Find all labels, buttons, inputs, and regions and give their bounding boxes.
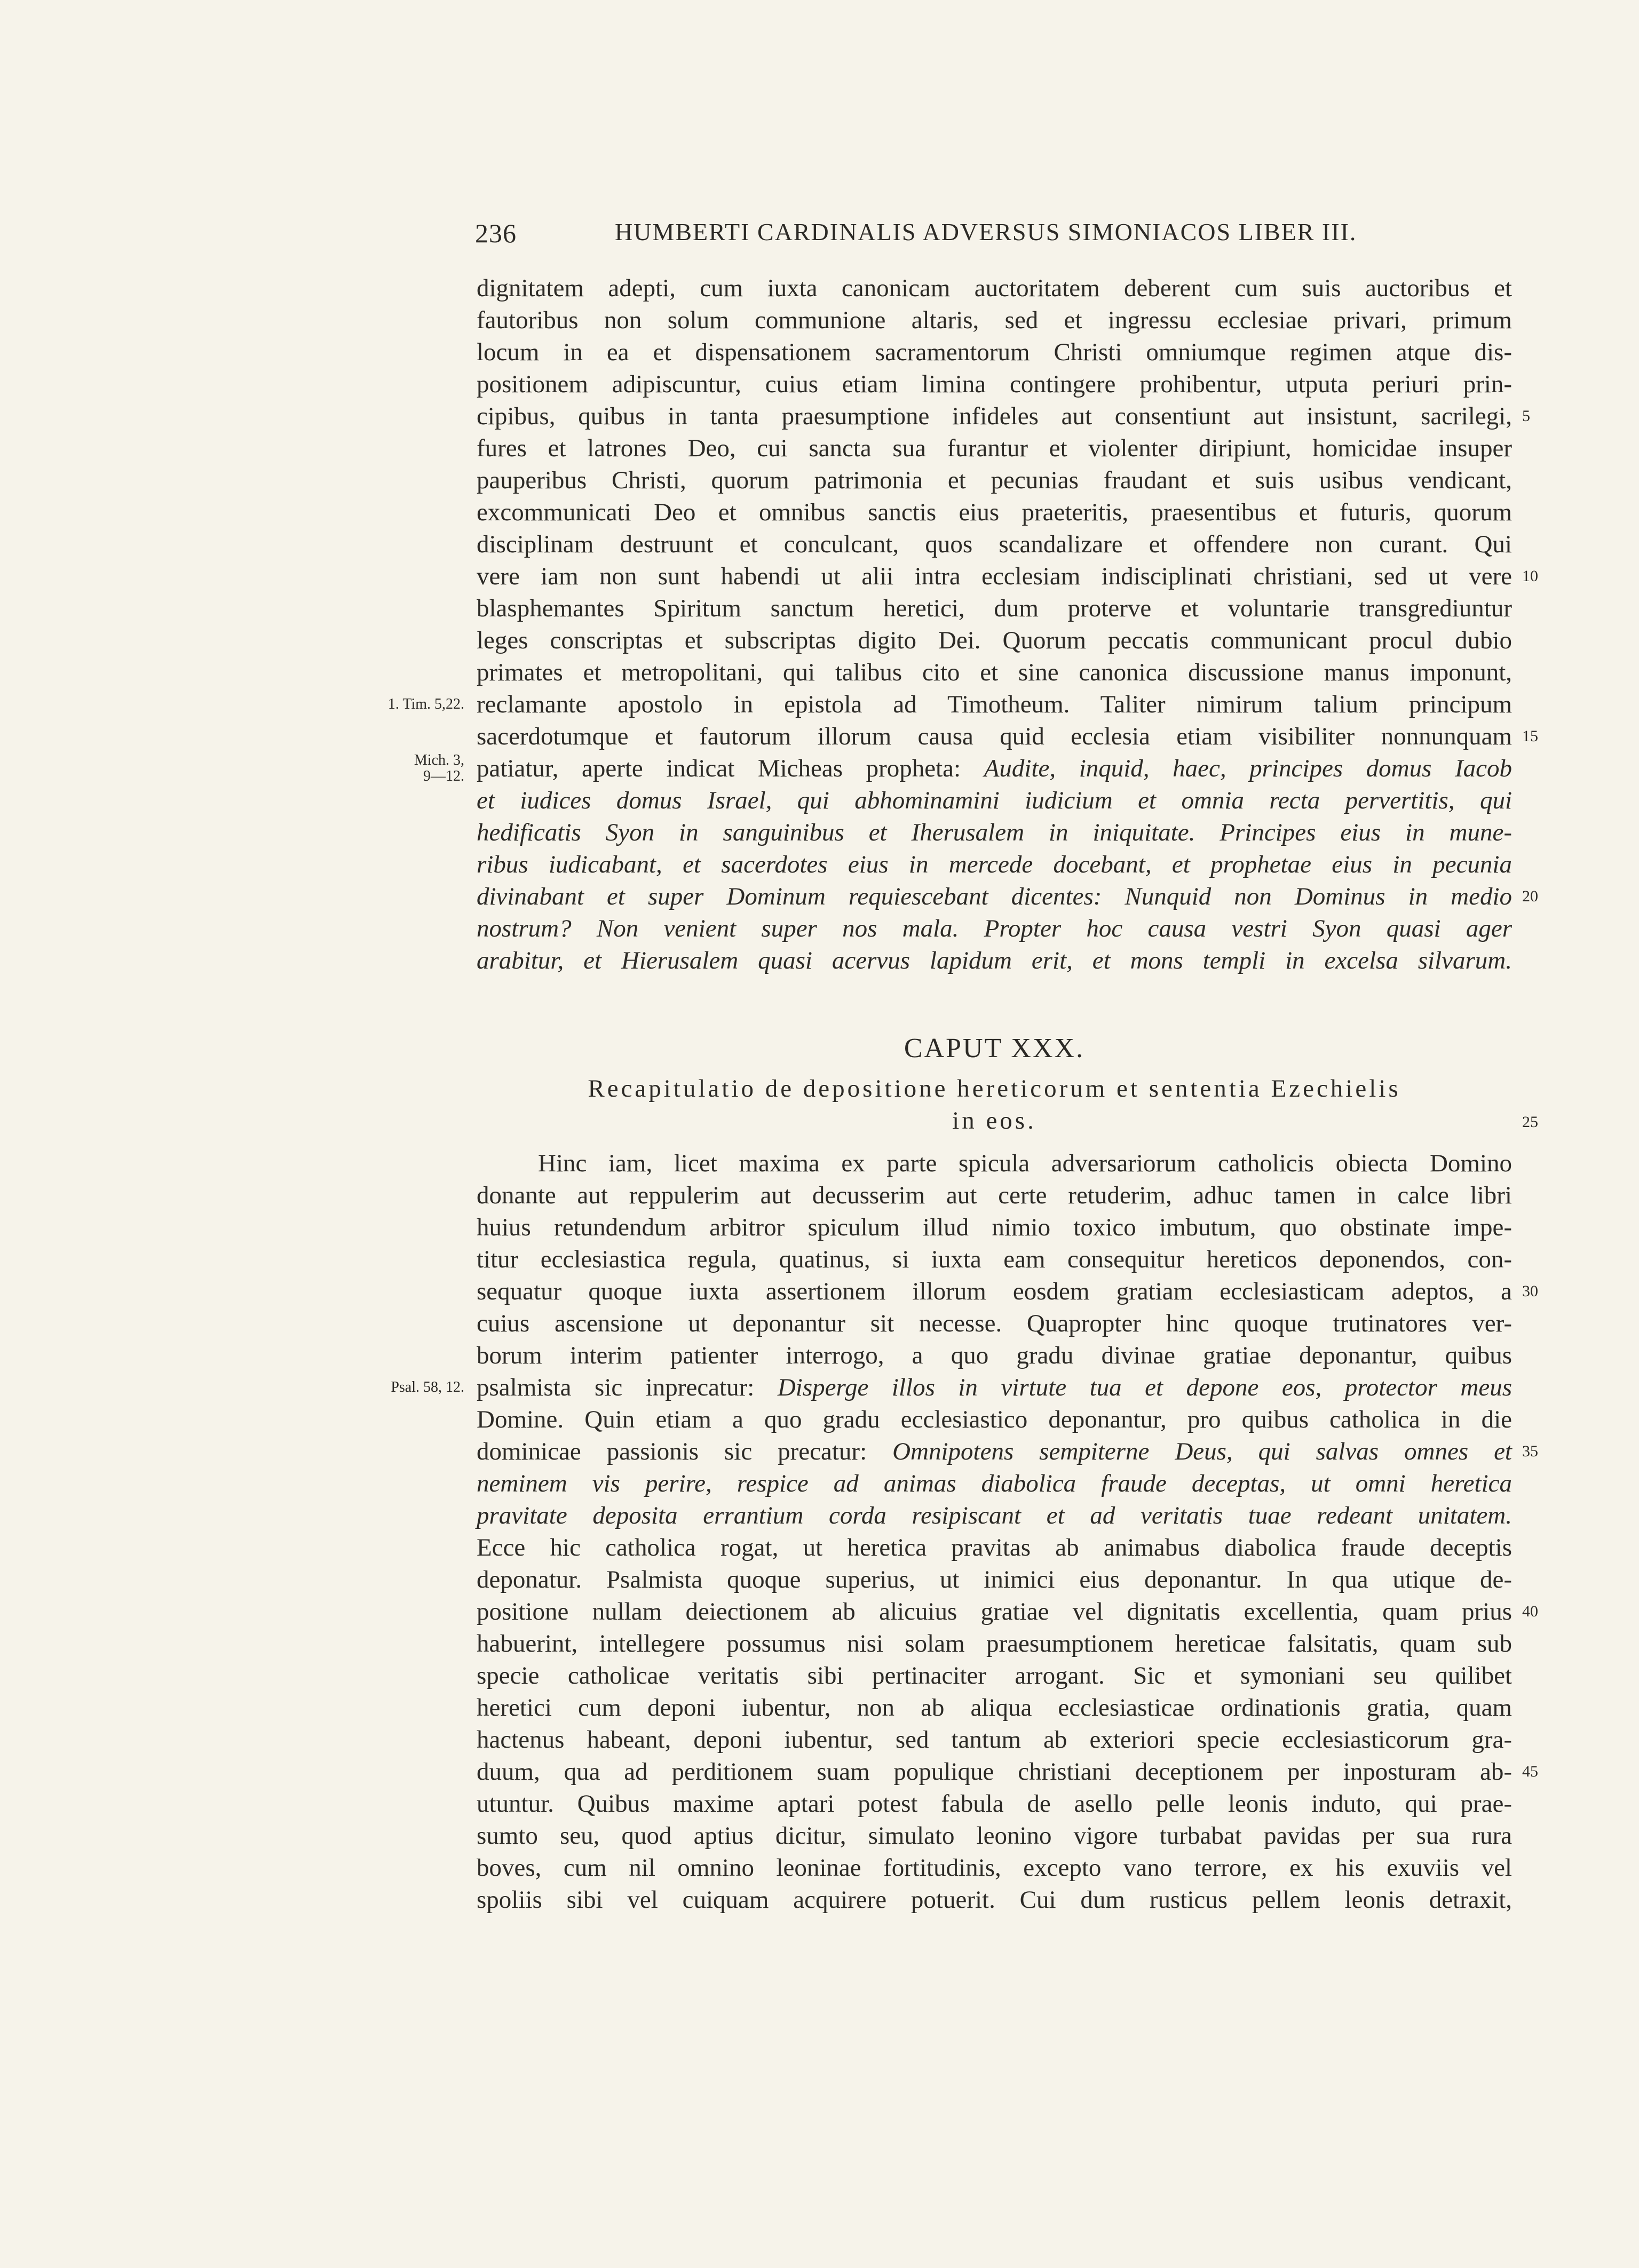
text-line: positionem adipiscuntur, cuius etiam limina contingere prohibentur, utputa periuri prin- [477, 370, 1512, 398]
text-line: vere iam non sunt habendi ut alii intra ecclesiam indisciplinati christiani, sed ut vere [477, 562, 1512, 590]
italic-quote: Audite, inquid, haec, principes domus Iacob [984, 755, 1512, 782]
text-line: neminem vis perire, respice ad animas diabolica fraude deceptas, ut omni heretica [477, 1470, 1512, 1497]
text-line [477, 752, 1512, 784]
text-span: psalmista sic inprecatur: [477, 1374, 778, 1401]
text-line: leges conscriptas et subscriptas digito Dei. Quorum peccatis communicant procul dubio [477, 627, 1512, 654]
text-line: reclamante apostolo in epistola ad Timotheum. Taliter nimirum talium principum [477, 691, 1512, 718]
text-line: huius retundendum arbitror spiculum illud nimio toxico imbutum, quo obstinate impe- [477, 1214, 1512, 1241]
margin-reference: 9—12. [423, 768, 464, 784]
text-line: hedificatis Syon in sanguinibus et Iherusalem in iniquitate. Principes eius in mune- [477, 819, 1512, 846]
text-line: utuntur. Quibus maxime aptari potest fabula de asello pelle leonis induto, qui prae- [477, 1790, 1512, 1818]
text-line: habuerint, intellegere possumus nisi solam praesumptionem hereticae falsitatis, quam sub [477, 1630, 1512, 1658]
text-line: boves, cum nil omnino leoninae fortitudinis, excepto vano terrore, ex his exuviis vel [477, 1854, 1512, 1882]
text-line: primates et metropolitani, qui talibus cito et sine canonica discussione manus imponunt, [477, 659, 1512, 686]
italic-quote: Omnipotens sempiterne Deus, qui salvas omnes et [892, 1438, 1512, 1465]
text-line: excommunicati Deo et omnibus sanctis eius praeteritis, praesentibus et futuris, quorum [477, 498, 1512, 526]
text-line: et iudices domus Israel, qui abhominamini iudicium et omnia recta pervertitis, qui [477, 787, 1512, 814]
text-line: cipibus, quibus in tanta praesumptione infideles aut consentiunt aut insistunt, sacrilegi, [477, 402, 1512, 430]
text-line: cuius ascensione ut deponantur sit necesse. Quapropter hinc quoque trutinatores ver- [477, 1310, 1512, 1337]
text-line: specie catholicae veritatis sibi pertinaciter arrogant. Sic et symoniani seu quilibet [477, 1662, 1512, 1690]
line-number: 10 [1522, 567, 1538, 585]
text-line: deponatur. Psalmista quoque superius, ut inimici eius deponantur. In qua utique de- [477, 1566, 1512, 1593]
chapter-subtitle: Recapitulatio de depositione hereticorum et sententia Ezechielis [588, 1075, 1401, 1103]
text-line [477, 1916, 1512, 1948]
chapter-subtitle: in eos. [952, 1107, 1036, 1135]
text-line: Ecce hic catholica rogat, ut heretica pravitas ab animabus diabolica fraude deceptis [477, 1534, 1512, 1561]
text-line: Domine. Quin etiam a quo gradu ecclesiastico deponantur, pro quibus catholica in die [477, 1406, 1512, 1433]
italic-quote: Disperge illos in virtute tua et depone eos, protector meus [777, 1374, 1512, 1401]
text-line: heretici cum deponi iubentur, non ab aliqua ecclesiasticae ordinationis gratia, quam [477, 1694, 1512, 1722]
line-number: 20 [1522, 887, 1538, 905]
text-line [477, 1371, 1512, 1403]
text-line: fures et latrones Deo, cui sancta sua furantur et violenter diripiunt, homicidae insuper [477, 434, 1512, 462]
text-line: nostrum? Non venient super nos mala. Propter hoc causa vestri Syon quasi ager [477, 915, 1512, 942]
text-span: patiatur, aperte indicat Micheas propheta: [477, 755, 984, 782]
text-line: pauperibus Christi, quorum patrimonia et pecunias fraudant et suis usibus vendicant, [477, 466, 1512, 494]
margin-reference: Mich. 3, [414, 752, 464, 768]
text-line: sequatur quoque iuxta assertionem illorum eosdem gratiam ecclesiasticam adeptos, a [477, 1278, 1512, 1305]
text-line: positione nullam deiectionem ab alicuius gratiae vel dignitatis excellentia, quam prius [477, 1598, 1512, 1625]
text-line: spoliis sibi vel cuiquam acquirere potuerit. Cui dum rusticus pellem leonis detraxit, [477, 1886, 1512, 1914]
text-line: donante aut reppulerim aut decusserim aut certe retuderim, adhuc tamen in calce libri [477, 1181, 1512, 1209]
line-number: 40 [1522, 1603, 1538, 1620]
page-number: 236 [475, 218, 517, 248]
text-line: dignitatem adepti, cum iuxta canonicam auctoritatem deberent cum suis auctoribus et [477, 274, 1512, 302]
text-line: pravitate deposita errantium corda resipiscant et ad veritatis tuae redeant unitatem. [477, 1502, 1512, 1529]
text-line: locum in ea et dispensationem sacramentorum Christi omniumque regimen atque dis- [477, 338, 1512, 366]
margin-reference: 1. Tim. 5,22. [387, 696, 464, 712]
chapter-title: CAPUT XXX. [904, 1033, 1085, 1064]
text-line: fautoribus non solum communione altaris, sed et ingressu ecclesiae privari, primum [477, 306, 1512, 334]
margin-reference: Psal. 58, 12. [391, 1379, 464, 1395]
line-number: 45 [1522, 1763, 1538, 1780]
text-line [477, 1436, 1512, 1468]
text-line: sumto seu, quod aptius dicitur, simulato leonino vigore turbabat pavidas per sua rura [477, 1822, 1512, 1850]
line-number: 25 [1522, 1113, 1538, 1131]
text-line: borum interim patienter interrogo, a quo gradu divinae gratiae deponantur, quibus [477, 1342, 1512, 1369]
line-number: 15 [1522, 727, 1538, 745]
line-number: 35 [1522, 1442, 1538, 1460]
text-line: arabitur, et Hierusalem quasi acervus lapidum erit, et mons templi in excelsa silvarum. [477, 947, 1512, 974]
text-line: ribus iudicabant, et sacerdotes eius in mercede docebant, et prophetae eius in pecunia [477, 851, 1512, 878]
text-line: Hinc iam, licet maxima ex parte spicula adversariorum catholicis obiecta Domino [538, 1149, 1512, 1177]
text-line: divinabant et super Dominum requiescebant dicentes: Nunquid non Dominus in medio [477, 883, 1512, 910]
text-span: dominicae passionis sic precatur: [477, 1438, 893, 1465]
line-number: 30 [1522, 1282, 1538, 1300]
text-line: titur ecclesiastica regula, quatinus, si iuxta eam consequitur hereticos deponendos, con- [477, 1246, 1512, 1273]
text-line: sacerdotumque et fautorum illorum causa quid ecclesia etiam visibiliter nonnunquam [477, 723, 1512, 750]
text-line: disciplinam destruunt et conculcant, quos scandalizare et offendere non curant. Qui [477, 530, 1512, 558]
running-title: HUMBERTI CARDINALIS ADVERSUS SIMONIACOS LIBER III. [615, 218, 1357, 245]
line-number: 5 [1522, 407, 1530, 425]
text-line: hactenus habeant, deponi iubentur, sed tantum ab exteriori specie ecclesiasticorum gra- [477, 1726, 1512, 1754]
text-line: blasphemantes Spiritum sanctum heretici, dum proterve et voluntarie transgrediuntur [477, 594, 1512, 622]
text-line: duum, qua ad perditionem suam populique christiani deceptionem per inposturam ab- [477, 1758, 1512, 1786]
